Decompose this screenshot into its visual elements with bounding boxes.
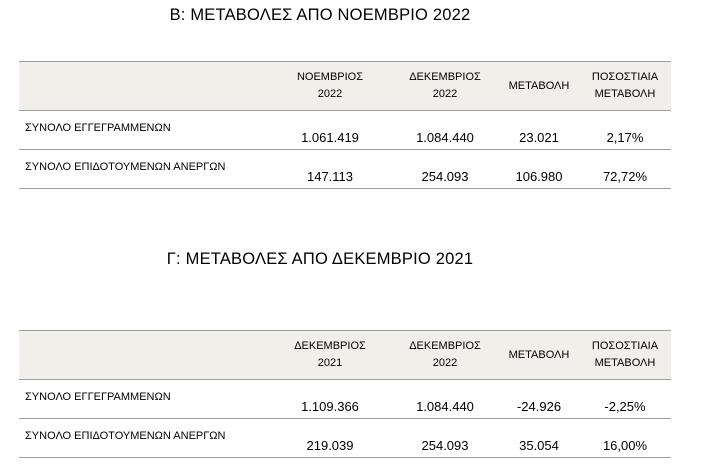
table-row [19, 380, 671, 419]
table-row [19, 111, 671, 150]
section-b-title: Β: ΜΕΤΑΒΟΛΕΣ ΑΠΟ ΝΟΕΜΒΡΙΟ 2022 [169, 6, 471, 24]
value-previous: 1.061.419 [301, 130, 359, 145]
header-change: ΜΕΤΑΒΟΛΗ [508, 348, 570, 361]
value-previous: 1.109.366 [301, 399, 359, 414]
value-previous: 219.039 [306, 438, 354, 453]
table-row [19, 150, 671, 189]
value-change: 35.054 [519, 438, 559, 453]
row-label: ΣΥΝΟΛΟ ΕΠΙΔΟΤΟΥΜΕΝΩΝ ΑΝΕΡΓΩΝ [25, 430, 226, 442]
section-g-table [19, 330, 671, 458]
value-percent: 16,00% [602, 438, 648, 453]
value-percent: 2,17% [606, 130, 644, 145]
table-row [19, 419, 671, 458]
value-percent: -2,25% [604, 399, 646, 414]
row-label: ΣΥΝΟΛΟ ΕΓΓΕΓΡΑΜΜΕΝΩΝ [25, 391, 171, 403]
table-header [19, 330, 671, 380]
section-g-title: Γ: ΜΕΤΑΒΟΛΕΣ ΑΠΟ ΔΕΚΕΜΒΡΙΟ 2021 [166, 250, 474, 268]
value-current: 1.084.440 [416, 130, 474, 145]
value-change: -24.926 [516, 399, 562, 414]
value-change: 106.980 [515, 169, 563, 184]
header-change: ΜΕΤΑΒΟΛΗ [508, 79, 570, 92]
value-percent: 72,72% [602, 169, 648, 184]
header-current-month: ΔΕΚΕΜΒΡΙΟΣ 2022 [409, 71, 481, 100]
header-percent-change: ΠΟΣΟΣΤΙΑΙΑ ΜΕΤΑΒΟΛΗ [591, 71, 659, 100]
header-previous-month: ΔΕΚΕΜΒΡΙΟΣ 2021 [294, 340, 366, 369]
section-b-table [19, 61, 671, 189]
table-header [19, 61, 671, 111]
header-current-month: ΔΕΚΕΜΒΡΙΟΣ 2022 [409, 340, 481, 369]
value-previous: 147.113 [306, 169, 354, 184]
value-current: 254.093 [421, 438, 469, 453]
header-percent-change: ΠΟΣΟΣΤΙΑΙΑ ΜΕΤΑΒΟΛΗ [591, 340, 659, 369]
value-current: 254.093 [421, 169, 469, 184]
row-label: ΣΥΝΟΛΟ ΕΓΓΕΓΡΑΜΜΕΝΩΝ [25, 122, 171, 134]
row-label: ΣΥΝΟΛΟ ΕΠΙΔΟΤΟΥΜΕΝΩΝ ΑΝΕΡΓΩΝ [25, 161, 226, 173]
value-change: 23.021 [519, 130, 559, 145]
header-previous-month: ΝΟΕΜΒΡΙΟΣ 2022 [296, 71, 364, 100]
value-current: 1.084.440 [416, 399, 474, 414]
